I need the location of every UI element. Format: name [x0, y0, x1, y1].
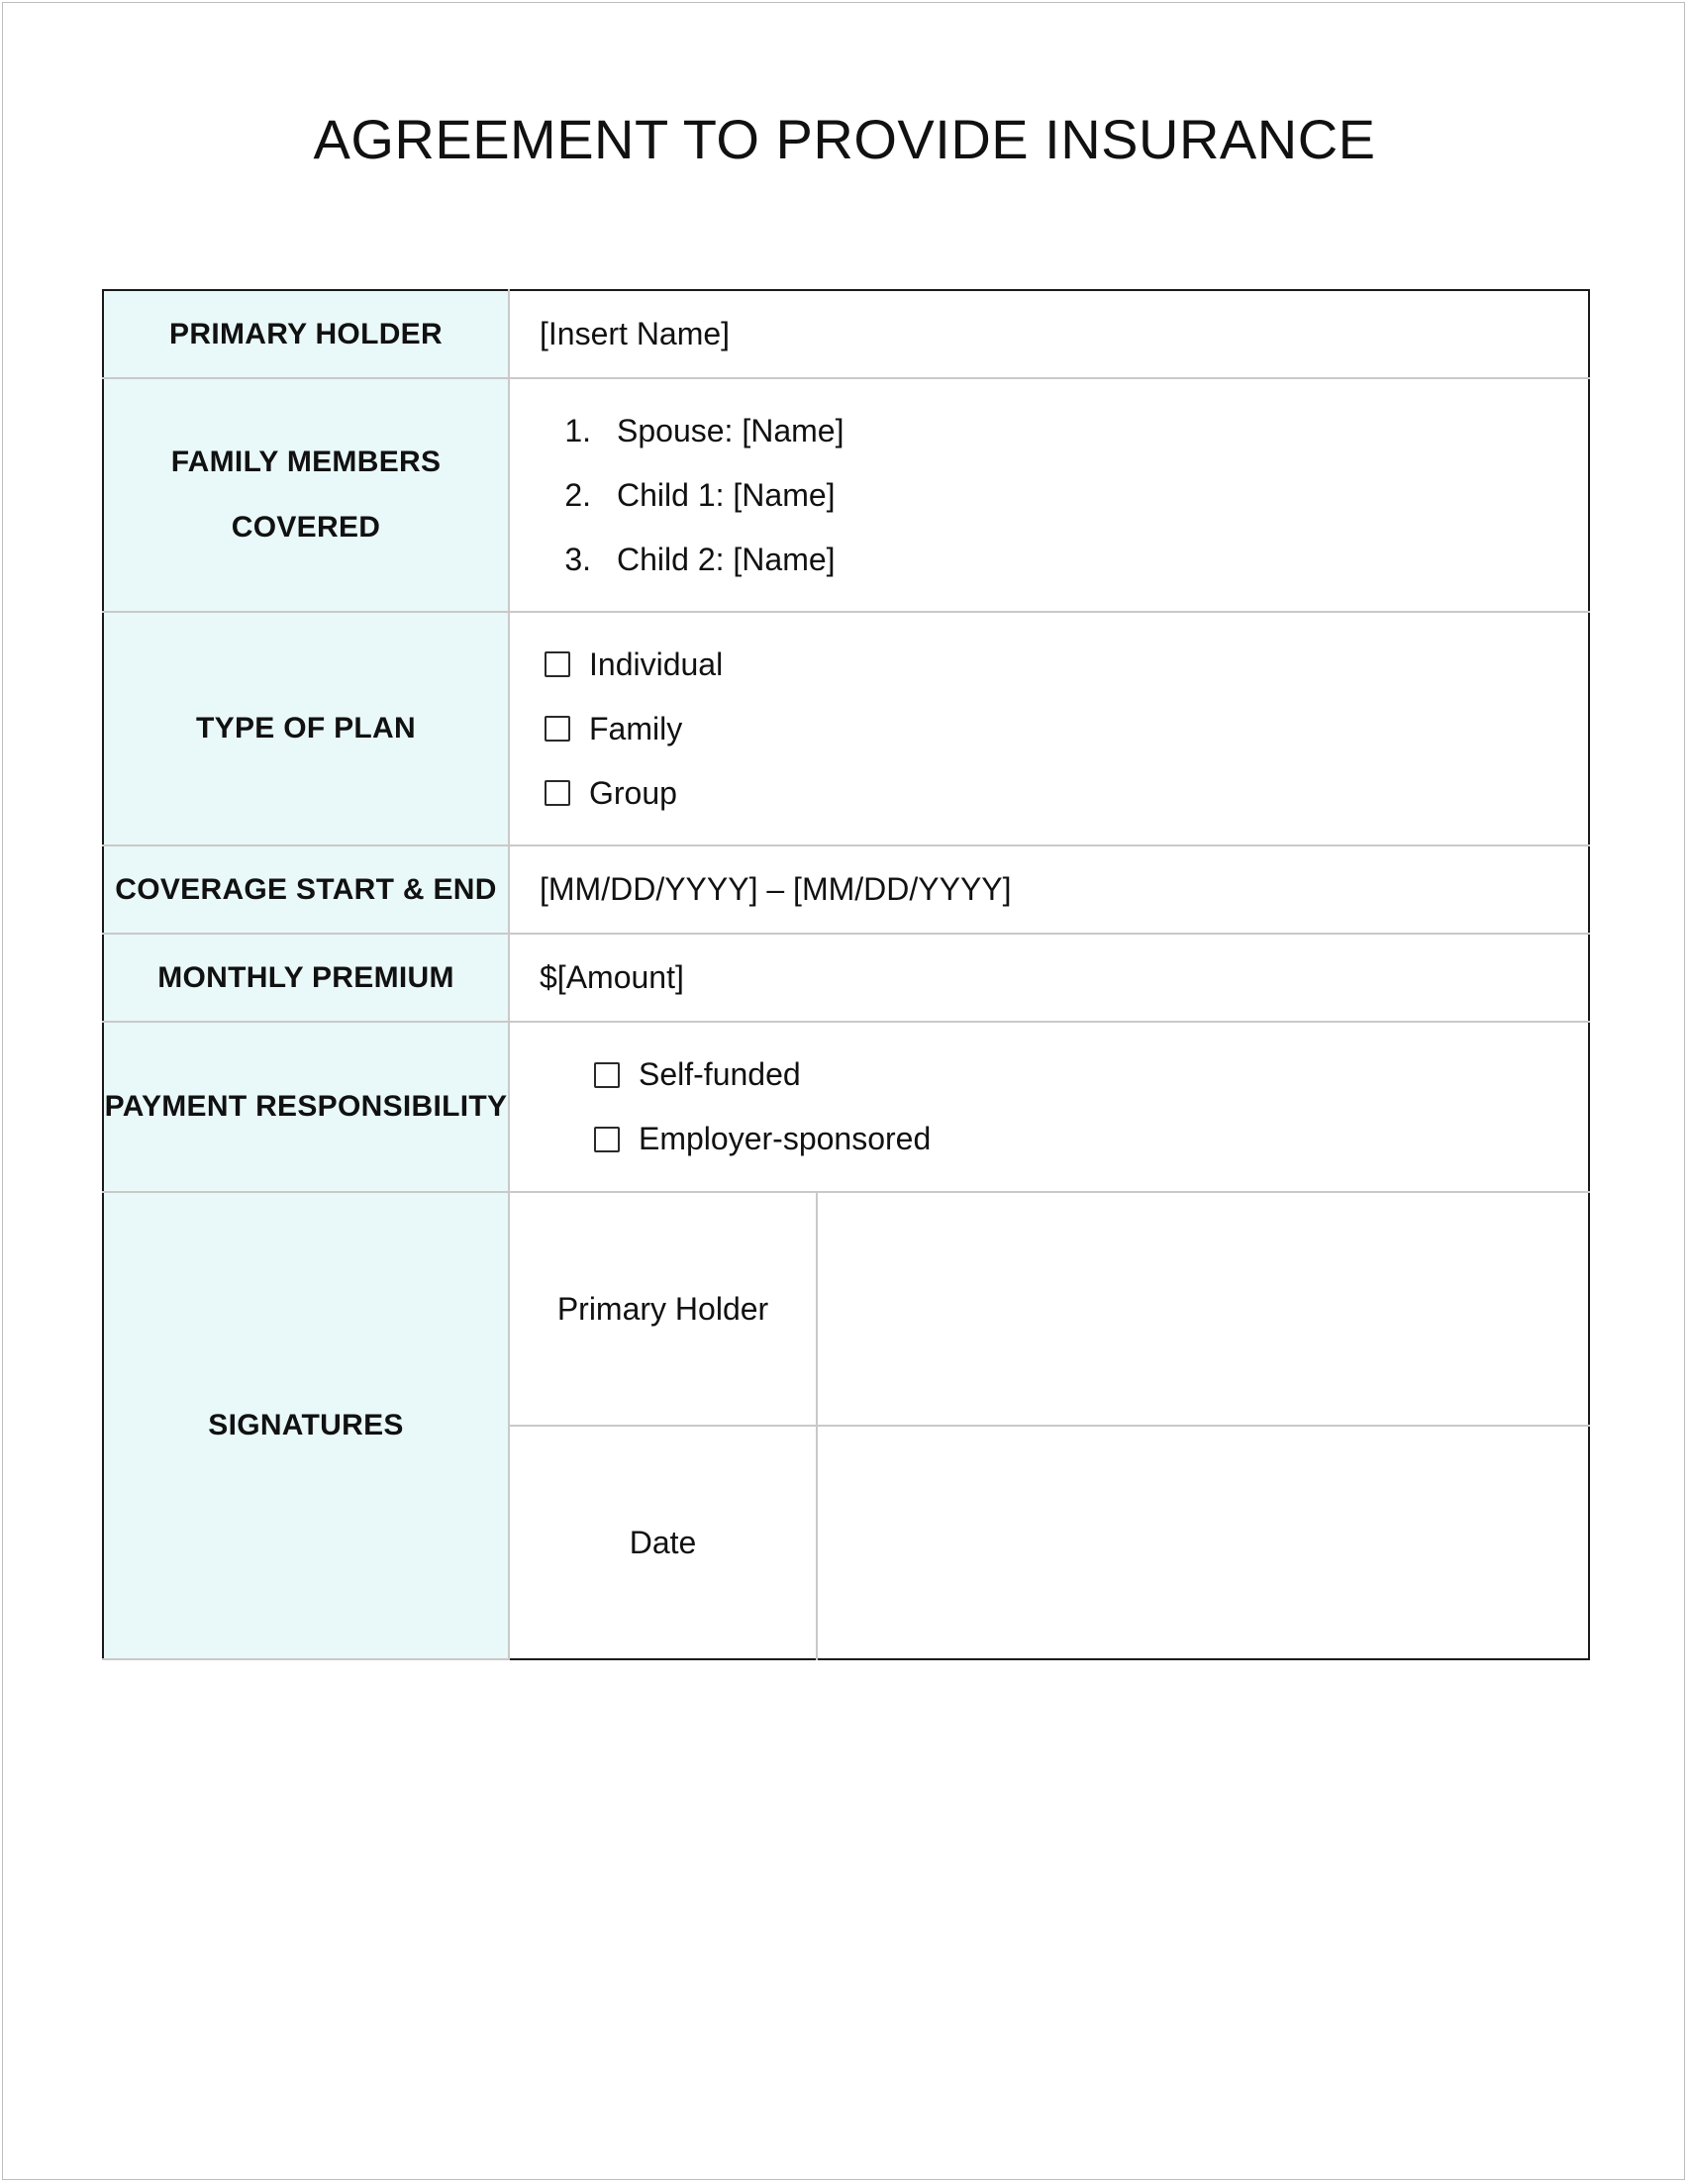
primary-holder-field[interactable]: [Insert Name] [509, 290, 1589, 378]
signature-date-label: Date [509, 1426, 817, 1659]
list-item-text: Child 2: [Name] [617, 541, 836, 577]
plan-option-individual[interactable] [545, 633, 1588, 697]
option-label: Individual [589, 645, 724, 682]
family-members-field [509, 378, 1589, 612]
payment-option-employer-sponsored[interactable] [594, 1107, 1588, 1171]
signature-primary-holder-field[interactable] [817, 1192, 1589, 1426]
plan-type-options [545, 633, 1588, 826]
list-number: 2. [564, 476, 591, 513]
signature-primary-holder-label: Primary Holder [509, 1192, 817, 1426]
plan-type-field [509, 612, 1589, 845]
row-family-members [103, 378, 1589, 612]
payment-options [594, 1042, 1588, 1171]
page-title: AGREEMENT TO PROVIDE INSURANCE [313, 108, 1376, 170]
list-item[interactable] [510, 399, 1588, 463]
list-item-text: Child 1: [Name] [617, 476, 836, 513]
payment-responsibility-field [509, 1022, 1589, 1192]
signatures-label: SIGNATURES [103, 1192, 509, 1659]
plan-option-family[interactable] [545, 697, 1588, 761]
monthly-premium-field[interactable]: $[Amount] [509, 934, 1589, 1022]
checkbox-icon[interactable] [594, 1127, 620, 1152]
list-item-text: Spouse: [Name] [617, 412, 844, 448]
row-primary-holder [103, 290, 1589, 378]
payment-option-self-funded[interactable] [594, 1042, 1588, 1107]
checkbox-icon[interactable] [594, 1062, 620, 1088]
row-coverage-dates [103, 845, 1589, 934]
payment-responsibility-label: PAYMENT RESPONSIBILITY [103, 1022, 509, 1192]
option-label: Family [589, 710, 683, 746]
signature-date-field[interactable] [817, 1426, 1589, 1659]
row-plan-type [103, 612, 1589, 845]
family-members-label [103, 378, 509, 612]
row-payment-responsibility [103, 1022, 1589, 1192]
coverage-dates-label: COVERAGE START & END [103, 845, 509, 934]
row-signature-primary [103, 1192, 1589, 1426]
list-number: 1. [564, 412, 591, 448]
list-item[interactable] [510, 463, 1588, 528]
monthly-premium-label: MONTHLY PREMIUM [103, 934, 509, 1022]
checkbox-icon[interactable] [545, 651, 570, 677]
checkbox-icon[interactable] [545, 780, 570, 806]
coverage-dates-field[interactable]: [MM/DD/YYYY] – [MM/DD/YYYY] [509, 845, 1589, 934]
plan-option-group[interactable] [545, 761, 1588, 826]
option-label: Group [589, 774, 677, 811]
option-label: Employer-sponsored [639, 1121, 932, 1156]
family-members-label-line2: COVERED [231, 511, 381, 544]
plan-type-label: TYPE OF PLAN [103, 612, 509, 845]
list-number: 3. [564, 541, 591, 577]
checkbox-icon[interactable] [545, 716, 570, 742]
list-item[interactable] [510, 528, 1588, 592]
primary-holder-label: PRIMARY HOLDER [103, 290, 509, 378]
family-members-list [510, 399, 1588, 592]
insurance-form-table [102, 289, 1590, 1660]
row-monthly-premium [103, 934, 1589, 1022]
option-label: Self-funded [639, 1056, 801, 1092]
family-members-label-line1: FAMILY MEMBERS [170, 446, 442, 478]
